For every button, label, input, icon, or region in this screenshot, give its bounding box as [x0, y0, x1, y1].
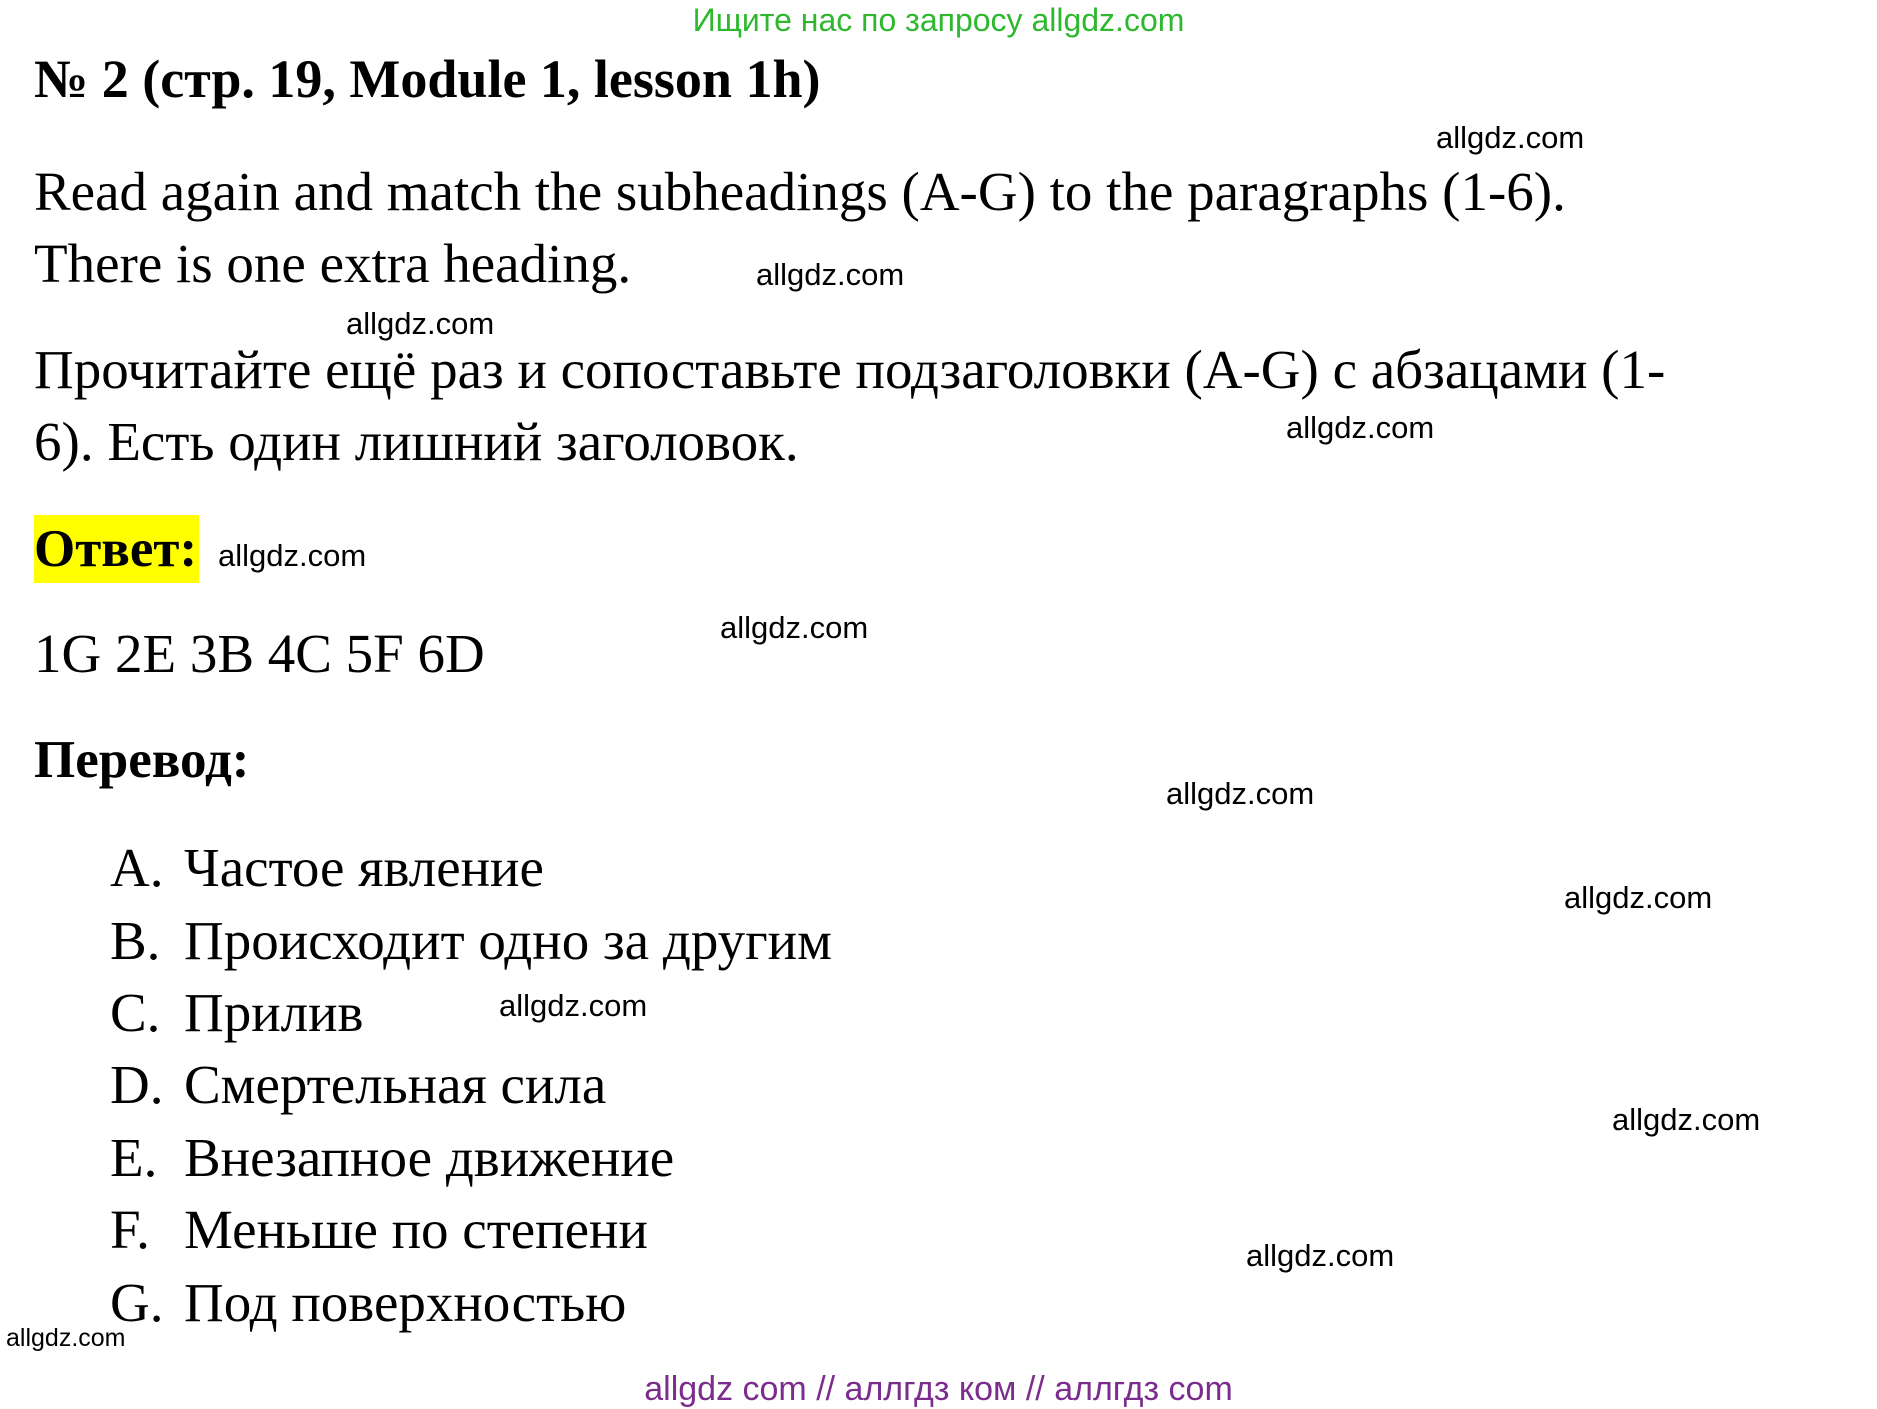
list-item-text: Меньше по степени: [184, 1199, 648, 1260]
list-item-letter: C.: [110, 982, 161, 1043]
watermark: allgdz.com: [1246, 1238, 1395, 1273]
list-item-text: Под поверхностью: [184, 1272, 627, 1333]
translation-label: Перевод:: [34, 731, 250, 789]
list-item-text: Частое явление: [184, 837, 544, 898]
instruction-ru-line1: Прочитайте ещё раз и сопоставьте подзаголовки (A-G) с абзацами (1-: [34, 339, 1666, 400]
instruction-en-line2: There is one extra heading.: [34, 233, 632, 294]
instruction-en-line1: Read again and match the subheadings (A-G) to the paragraphs (1-6).: [34, 161, 1566, 222]
watermark: allgdz.com: [1286, 410, 1435, 445]
footer-links: allgdz com // аллгдз ком // аллгдз com: [644, 1370, 1233, 1408]
list-item-letter: E.: [110, 1127, 158, 1188]
watermark: allgdz.com: [1436, 120, 1585, 155]
watermark: allgdz.com: [6, 1324, 126, 1352]
list-item-letter: B.: [110, 910, 161, 971]
list-item-letter: G.: [110, 1272, 164, 1333]
watermark: allgdz.com: [499, 988, 648, 1023]
watermark: allgdz.com: [1166, 776, 1315, 811]
watermark: allgdz.com: [346, 306, 495, 341]
answer-label: Ответ:: [34, 515, 199, 583]
answer-text: 1G 2E 3B 4C 5F 6D: [34, 623, 485, 684]
list-item-text: Смертельная сила: [184, 1054, 607, 1115]
watermark: allgdz.com: [1612, 1102, 1761, 1137]
page-title: № 2 (стр. 19, Module 1, lesson 1h): [34, 49, 821, 109]
list-item-letter: F.: [110, 1199, 150, 1260]
watermark: allgdz.com: [218, 538, 367, 573]
list-item-letter: D.: [110, 1054, 164, 1115]
list-item-text: Прилив: [184, 982, 364, 1043]
instruction-ru-line2: 6). Есть один лишний заголовок.: [34, 411, 799, 472]
list-item-text: Внезапное движение: [184, 1127, 675, 1188]
list-item-letter: A.: [110, 837, 164, 898]
search-banner: Ищите нас по запросу allgdz.com: [692, 2, 1185, 38]
watermark: allgdz.com: [756, 257, 905, 292]
list-item-text: Происходит одно за другим: [184, 910, 832, 971]
watermark: allgdz.com: [720, 610, 869, 645]
watermark: allgdz.com: [1564, 880, 1713, 915]
